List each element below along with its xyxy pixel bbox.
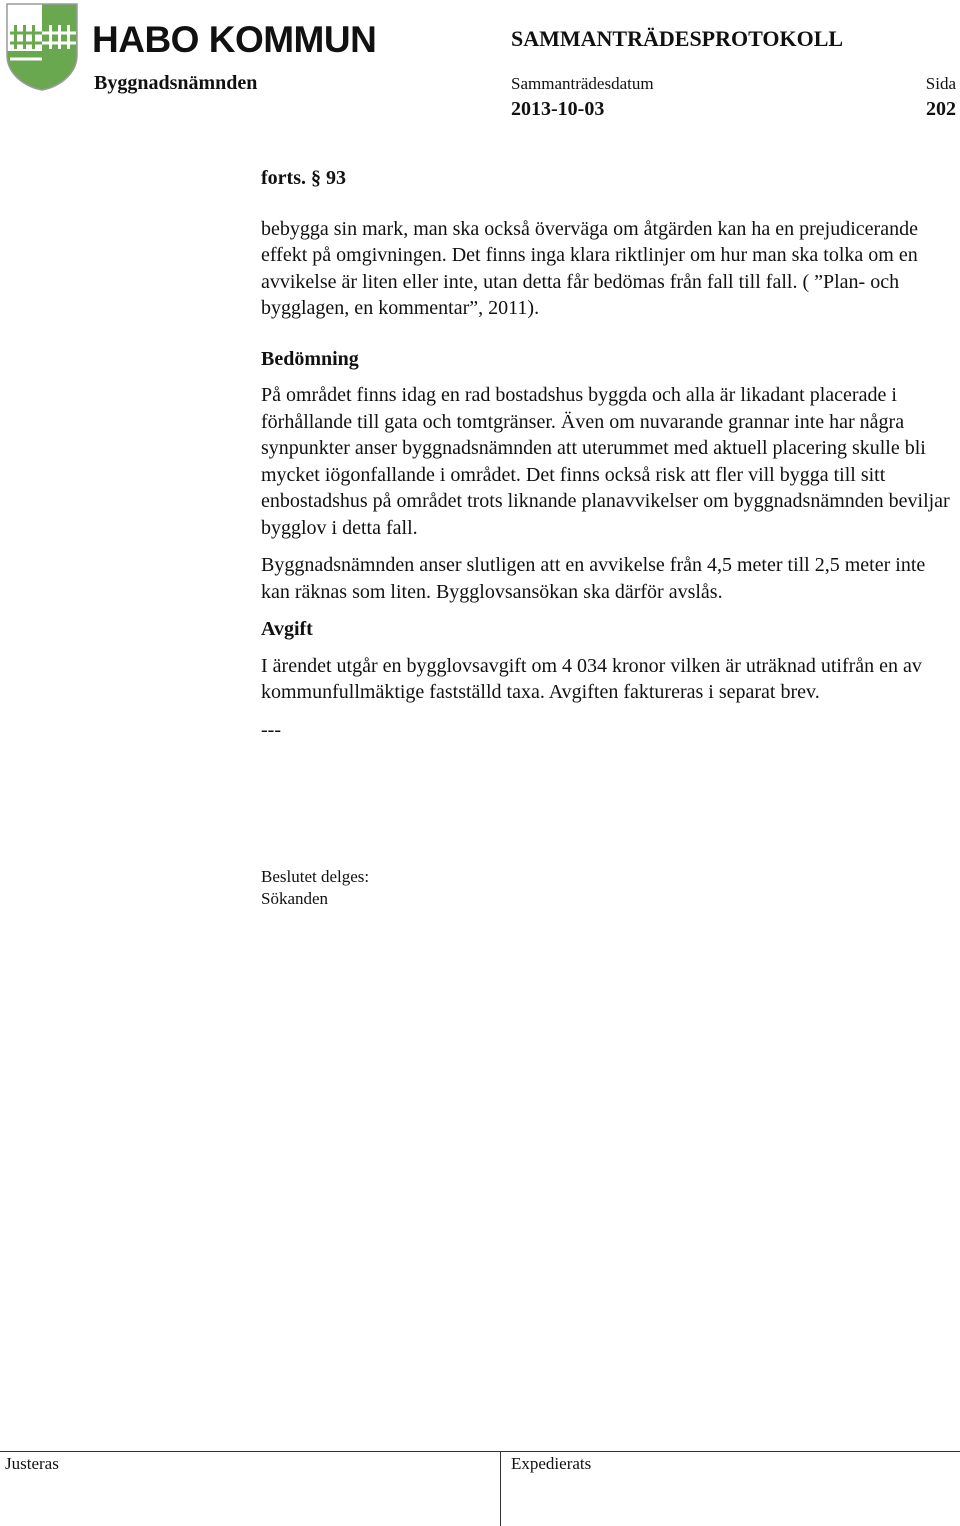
footer-rule: [0, 1451, 960, 1452]
separator: ---: [261, 718, 281, 741]
page-number: 202: [926, 98, 956, 120]
bedomning-paragraph-1: På området finns idag en rad bostadshus byggda och alla är likadant placerade i förhållande till gata och tomtgränser. Även om nuvarande grannar inte har några synpunkter anser byggnadsnämnden att uterummet med aktuell placering skulle bli mycket iögonfallande i området. Det finns också risk att fler vill bygga till sitt enbostadshus på området trots liknande planavvikelser om byggnadsnämnden beviljar bygglov i detta fall.: [261, 384, 950, 539]
department-name: Byggnadsnämnden: [94, 72, 258, 94]
meeting-date-value: 2013-10-03: [511, 98, 605, 120]
avgift-heading: Avgift: [261, 618, 313, 640]
page-label: Sida: [925, 74, 956, 93]
intro-paragraph: bebygga sin mark, man ska också överväga om åtgärden kan ha en prejudicerande effekt på omgivningen. Det finns inga klara riktlinjer om hur man ska tolka om en avvikelse är liten eller inte, utan detta får bedömas från fall till fall. ( ”Plan- och bygglagen, en kommentar”, 2011).: [261, 217, 918, 319]
logo-wordmark: HABO KOMMUN: [92, 19, 377, 60]
bedomning-paragraph-2: Byggnadsnämnden anser slutligen att en avvikelse från 4,5 meter till 2,5 meter inte kan räknas som liten. Bygglovsansökan ska därför avslås.: [261, 554, 926, 603]
distribution-label: Beslutet delges:: [261, 867, 370, 886]
footer-justeras-label: Justeras: [5, 1454, 59, 1473]
footer-expedierats-label: Expedierats: [511, 1454, 592, 1473]
document-type: SAMMANTRÄDESPROTOKOLL: [511, 26, 844, 51]
meeting-date-label: Sammanträdesdatum: [511, 74, 654, 93]
section-reference: forts. § 93: [261, 167, 346, 189]
bedomning-heading: Bedömning: [261, 347, 359, 370]
distribution-recipient: Sökanden: [261, 889, 329, 908]
avgift-paragraph: I ärendet utgår en bygglovsavgift om 4 034 kronor vilken är uträknad utifrån en av kommunfullmäktige fastställd taxa. Avgiften faktureras i separat brev.: [261, 654, 922, 703]
habo-kommun-coat-of-arms-icon: [6, 3, 78, 91]
protocol-body: [261, 165, 956, 743]
footer-divider: [500, 1452, 501, 1526]
distribution-block: [261, 866, 369, 910]
